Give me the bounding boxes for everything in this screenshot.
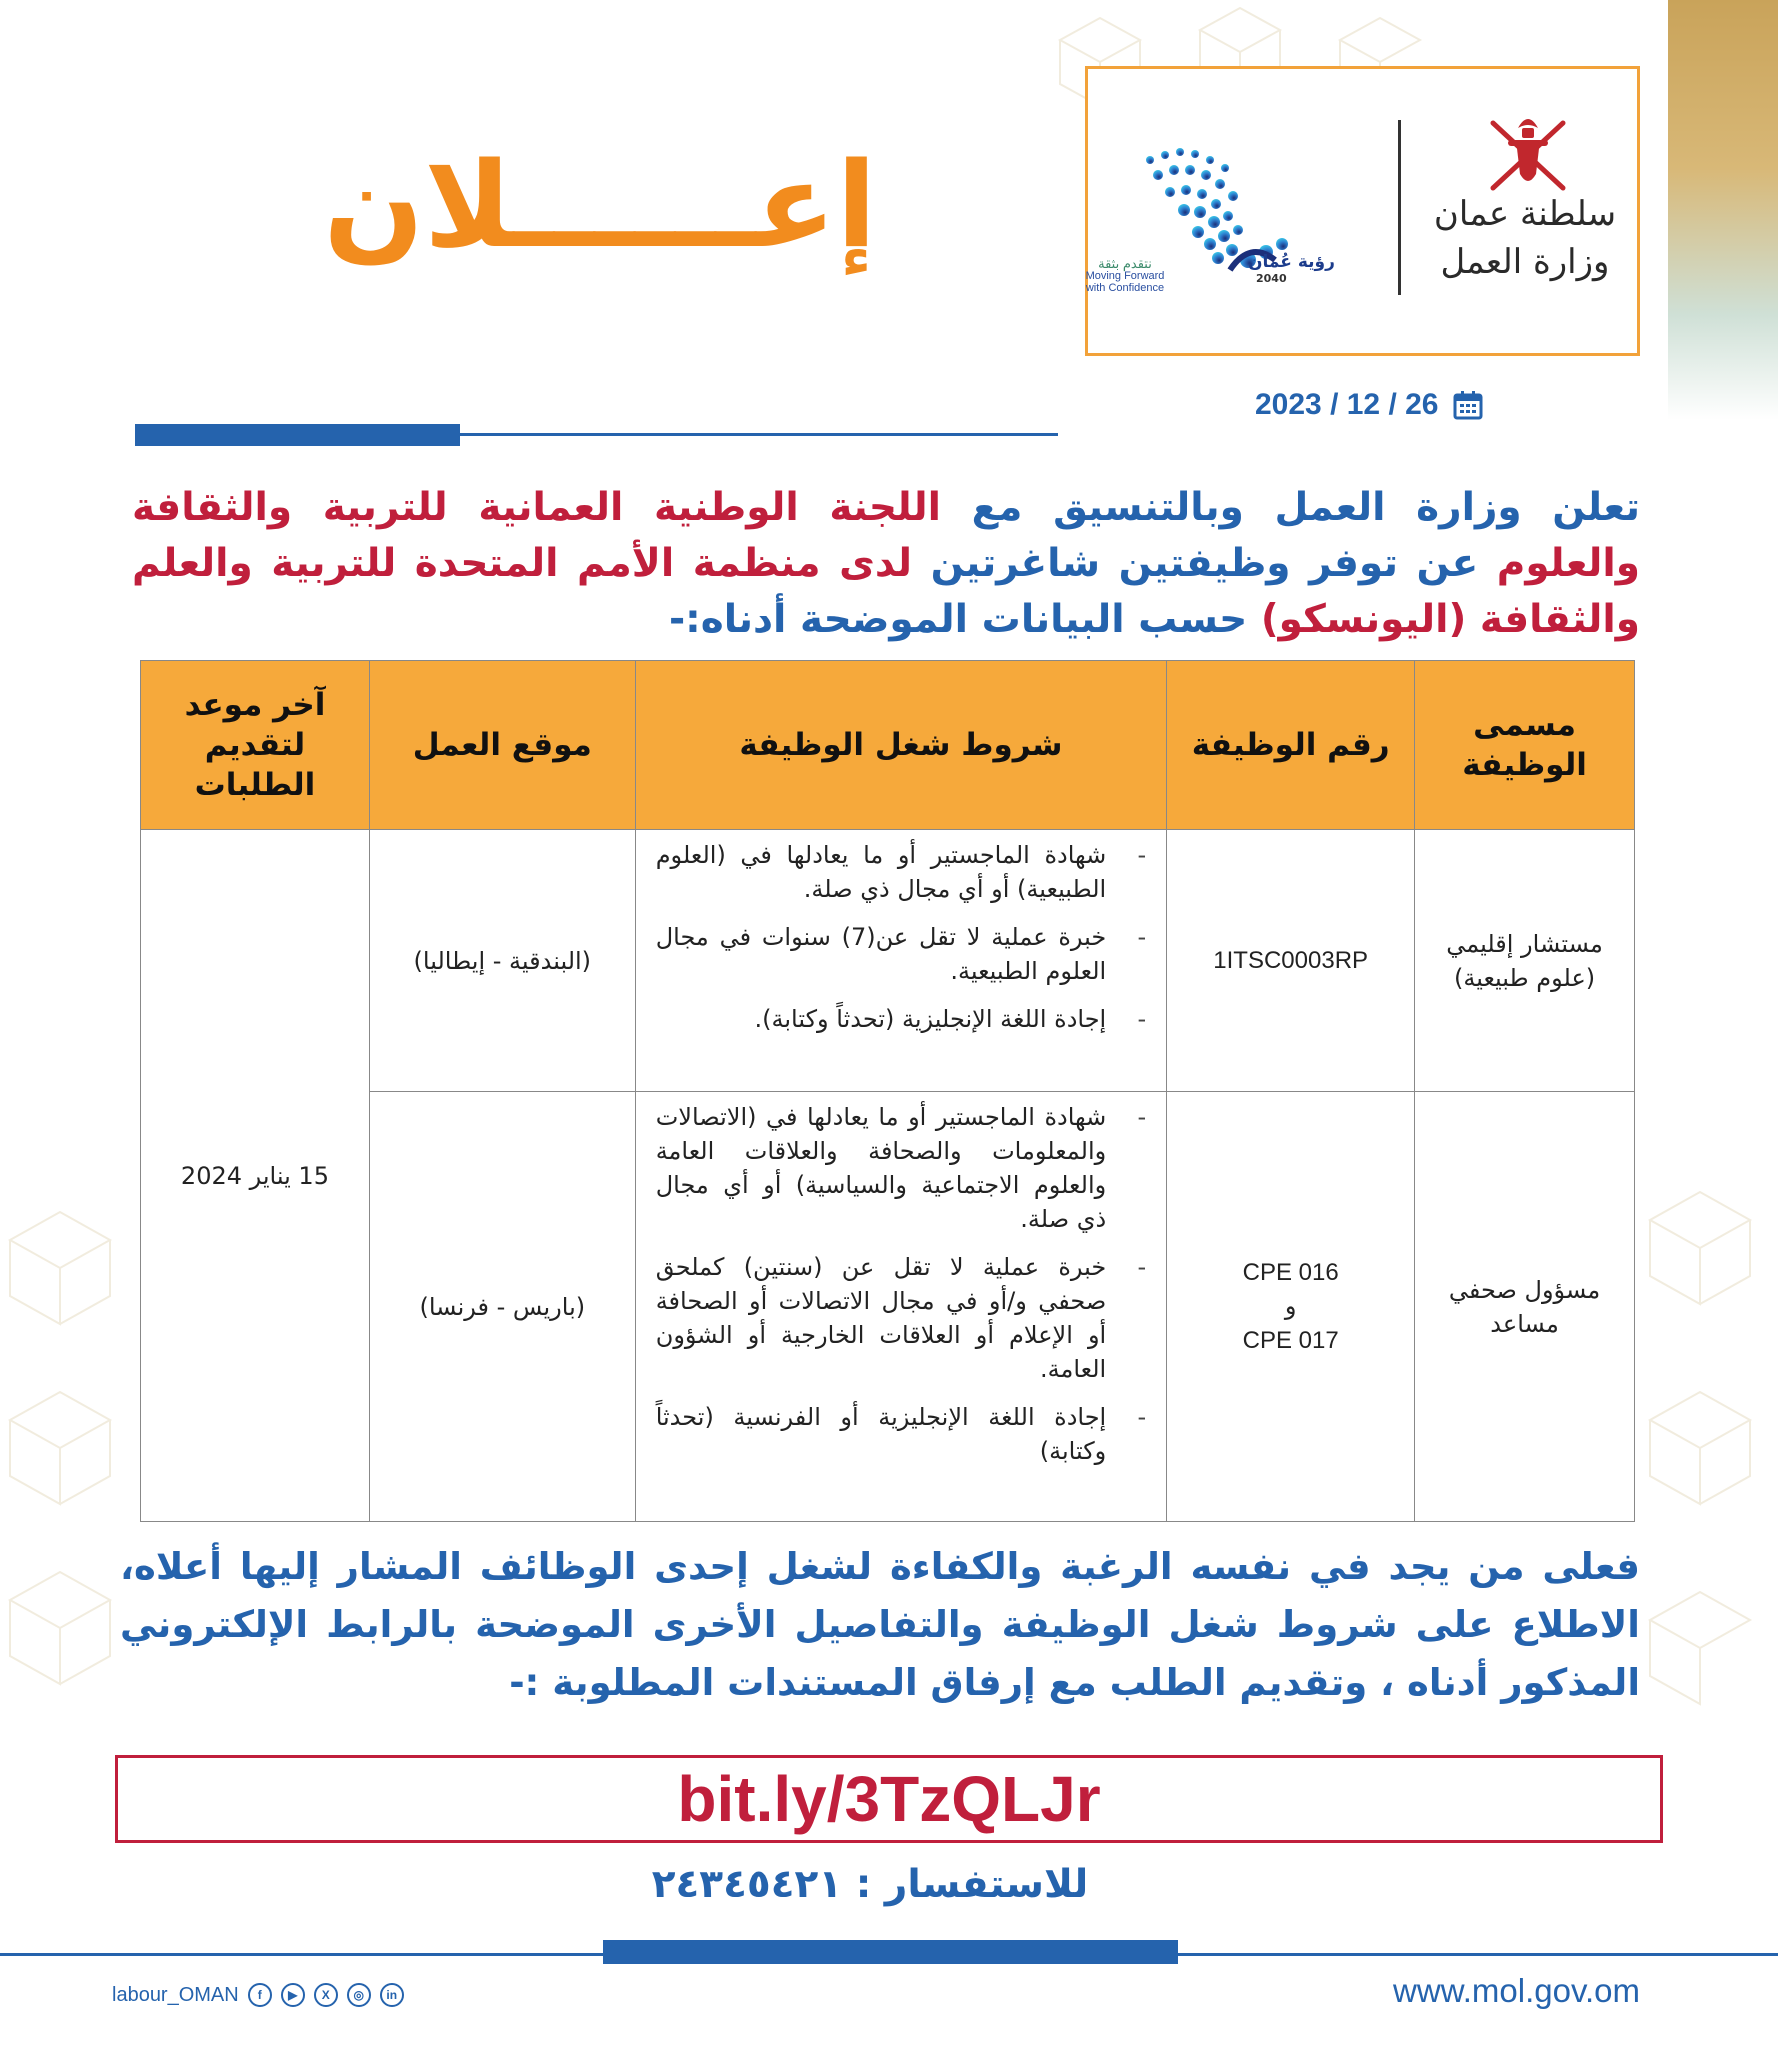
ministry-name: سلطنة عمان وزارة العمل — [1433, 194, 1617, 282]
location-cell: (البندقية - إيطاليا) — [369, 830, 635, 1092]
job-number-cell — [1167, 1092, 1415, 1522]
job-title-cell: مسؤول صحفي مساعد — [1415, 1092, 1635, 1522]
youtube-icon[interactable]: ▶ — [281, 1983, 305, 2007]
website-link[interactable]: www.mol.gov.om — [1393, 1972, 1640, 2009]
social-links — [112, 1983, 404, 2007]
job-number-a: CPE 016 — [1242, 1258, 1339, 1286]
header-conditions: شروط شغل الوظيفة — [635, 661, 1167, 830]
deadline-cell: 15 يناير 2024 — [141, 830, 370, 1522]
condition-item: - إجادة اللغة الإنجليزية أو الفرنسية (تحدثاً وكتابة) — [656, 1400, 1107, 1468]
conditions-cell — [635, 1092, 1167, 1522]
job-number-cell: 1ITSC0003RP — [1167, 830, 1415, 1092]
header-deadline: آخر موعد لتقديم الطلبات — [141, 661, 370, 830]
condition-item: - شهادة الماجستير أو ما يعادلها في (الاتصالات والمعلومات والصحافة والعلاقات العامة والعلوم الاجتماعية والسياسية) أو أي مجال ذي صلة. — [656, 1100, 1107, 1236]
vision-2040-label: رؤية عُمان 2040 — [1248, 252, 1335, 285]
page-title: إعــــــلان — [323, 136, 877, 274]
table-row — [141, 830, 1635, 1092]
facebook-icon[interactable]: f — [248, 1983, 272, 2007]
header-job-title: مسمى الوظيفة — [1415, 661, 1635, 830]
date-row — [1255, 388, 1483, 422]
inquiry-phone: للاستفسار : ٢٤٣٤٥٤٢١ — [651, 1862, 1089, 1907]
location-cell: (باريس - فرنسا) — [369, 1092, 635, 1522]
accent-bar — [135, 424, 460, 446]
table-header-row — [141, 661, 1635, 830]
calendar-icon — [1453, 390, 1483, 420]
background-cube-pattern-right — [1640, 1180, 1778, 1740]
application-instructions: فعلى من يجد في نفسه الرغبة والكفاءة لشغل إحدى الوظائف المشار إليها أعلاه، الاطلاع على شروط شغل الوظيفة والتفاصيل الأخرى الموضحة بالرابط الإلكتروني المذكور أدناه ، وتقديم الطلب مع إرفاق المستندات المطلوبة :- — [120, 1545, 1640, 1704]
application-link[interactable]: bit.ly/3TzQLJr — [115, 1755, 1663, 1843]
accent-line — [460, 433, 1058, 436]
condition-item: - خبرة عملية لا تقل عن(7) سنوات في مجال العلوم الطبيعية. — [656, 920, 1107, 988]
logo-divider — [1398, 120, 1401, 295]
announcement-date: 2023 / 12 / 26 — [1255, 388, 1439, 421]
job-title-cell: مستشار إقليمي (علوم طبيعية) — [1415, 830, 1635, 1092]
conditions-cell — [635, 830, 1167, 1092]
header-job-number: رقم الوظيفة — [1167, 661, 1415, 830]
linkedin-icon[interactable]: in — [380, 1983, 404, 2007]
header-location: موقع العمل — [369, 661, 635, 830]
job-number-b: CPE 017 — [1242, 1326, 1339, 1354]
instagram-icon[interactable]: ◎ — [347, 1983, 371, 2007]
intro-paragraph: تعلن وزارة العمل وبالتنسيق مع اللجنة الوطنية العمانية للتربية والثقافة والعلوم عن توفر وظيفتين شاغرتين لدى منظمة الأمم المتحدة للتربية والعلم والثقافة (اليونسكو) حسب البيانات الموضحة أدناه:- — [132, 485, 1641, 642]
decorative-gold-strip — [1668, 0, 1778, 420]
tagline-moving-forward: نتقدم بثقة Moving Forward with Confidence — [1085, 256, 1165, 294]
condition-item: - إجادة اللغة الإنجليزية (تحدثاً وكتابة). — [656, 1002, 1107, 1036]
condition-item: - خبرة عملية لا تقل عن (سنتين) كملحق صحفي و/أو في مجال الاتصالات أو الصحافة أو الإعلام أو العلاقات الخارجية أو الشؤون العامة. — [656, 1250, 1107, 1386]
social-handle: labour_OMAN — [112, 1983, 239, 2006]
condition-item: - شهادة الماجستير أو ما يعادلها في (العلوم الطبيعية) أو أي مجال ذي صلة. — [656, 838, 1107, 906]
oman-national-emblem — [1478, 108, 1578, 198]
footer-accent-bar — [603, 1940, 1178, 1964]
jobs-table — [140, 660, 1635, 1522]
job-number-and: و — [1284, 1292, 1297, 1320]
x-icon[interactable]: X — [314, 1983, 338, 2007]
